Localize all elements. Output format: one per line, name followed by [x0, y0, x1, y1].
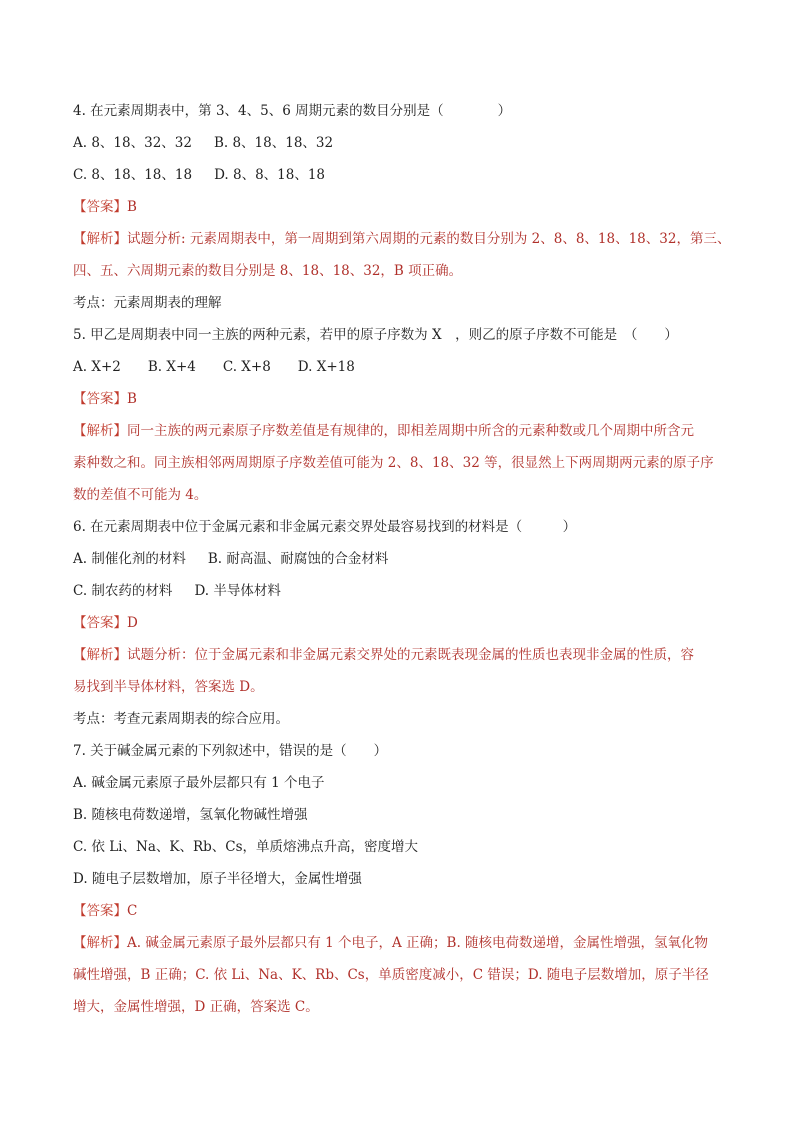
q4-analysis-text: 四、五、六周期元素的数目分别是 — [73, 263, 280, 279]
q5-analysis-line3: 数的差值不可能为 4。 — [73, 487, 208, 503]
q4-analysis-nums: 2、8、8、18、18、32 — [531, 231, 677, 247]
q7-answer-tag: 【答案】 — [73, 903, 127, 919]
q4-answer-tag: 【答案】 — [73, 199, 127, 215]
q4-analysis-tag: 【解析】 — [73, 231, 127, 247]
q5-analysis-text: 同一主族的两元素原子序数差值是有规律的，即相差周期中所含的元素种数或几个周期中所含元 — [127, 423, 694, 439]
q6-analysis-line2: 易找到半导体材料，答案选 D。 — [73, 679, 264, 695]
q4-answer — [73, 197, 137, 217]
q4-analysis-text: 试题分析: 元素周期表中，第一周期到第六周期的元素的数目分别为 — [127, 231, 532, 247]
q4-stem: 4. 在元素周期表中，第 3、4、5、6 周期元素的数目分别是（ ） — [73, 103, 512, 119]
q6-analysis-line1 — [73, 645, 694, 665]
q4-options-row2 — [73, 165, 325, 185]
q4-option-c: C. 8、18、18、18 — [73, 167, 193, 183]
q5-analysis-line2: 素种数之和。同主族相邻两周期原子序数差值可能为 2、8、18、32 等，很显然上下两周期两元素的原子序 — [73, 455, 714, 471]
q6-answer — [73, 613, 138, 633]
q5-answer-tag: 【答案】 — [73, 391, 127, 407]
q7-option-d: D. 随电子层数增加，原子半径增大，金属性增强 — [73, 871, 362, 887]
q6-option-b: B. 耐高温、耐腐蚀的合金材料 — [207, 551, 389, 567]
q4-options-row1 — [73, 133, 333, 153]
q6-stem: 6. 在元素周期表中位于金属元素和非金属元素交界处最容易找到的材料是（ ） — [73, 519, 577, 535]
q7-answer-value: C — [127, 903, 138, 919]
q5-analysis-line1 — [73, 421, 694, 441]
q6-analysis-tag: 【解析】 — [73, 647, 127, 663]
q7-option-c: C. 依 Li、Na、K、Rb、Cs，单质熔沸点升高，密度增大 — [73, 839, 419, 855]
q4-answer-value: B — [127, 199, 137, 215]
q6-analysis-text: 试题分析：位于金属元素和非金属元素交界处的元素既表现金属的性质也表现非金属的性质，容 — [127, 647, 694, 663]
q6-answer-value: D — [127, 615, 138, 631]
q4-option-b: B. 8、18、18、32 — [213, 135, 334, 151]
q6-kaodian: 考点：考查元素周期表的综合应用。 — [73, 711, 289, 727]
q4-analysis-text: ，B 项正确。 — [380, 263, 463, 279]
q7-option-a: A. 碱金属元素原子最外层都只有 1 个电子 — [73, 775, 325, 791]
q5-stem: 5. 甲乙是周期表中同一主族的两种元素，若甲的原子序数为 X ，则乙的原子序数不可能是 （ ） — [73, 327, 678, 343]
q6-option-d: D. 半导体材料 — [194, 583, 281, 599]
q5-analysis-tag: 【解析】 — [73, 423, 127, 439]
q4-analysis-line1 — [73, 229, 730, 249]
q6-option-a: A. 制催化剂的材料 — [73, 551, 186, 567]
q7-analysis-line3: 增大，金属性增强，D 正确，答案选 C。 — [73, 999, 319, 1015]
q7-analysis-line1 — [73, 933, 708, 953]
q7-option-b: B. 随核电荷数递增，氢氧化物碱性增强 — [73, 807, 308, 823]
q6-answer-tag: 【答案】 — [73, 615, 127, 631]
q4-analysis-text: ，第三、 — [676, 231, 731, 247]
q6-options-row2 — [73, 581, 281, 601]
q4-analysis-nums: 8、18、18、32 — [279, 263, 381, 279]
q6-options-row1 — [73, 549, 388, 569]
q4-option-d: D. 8、8、18、18 — [214, 167, 326, 183]
q6-option-c: C. 制农药的材料 — [73, 583, 173, 599]
q7-analysis-text: A. 碱金属元素原子最外层都只有 1 个电子，A 正确；B. 随核电荷数递增，金属性增强，氢氧化物 — [127, 935, 709, 951]
q7-analysis-tag: 【解析】 — [73, 935, 127, 951]
q7-answer — [73, 901, 137, 921]
q4-option-a: A. 8、18、32、32 — [73, 135, 192, 151]
q5-answer — [73, 389, 137, 409]
q7-analysis-line2: 碱性增强，B 正确；C. 依 Li、Na、K、Rb、Cs，单质密度减小，C 错误；D. 随电子层数增加，原子半径 — [73, 967, 709, 983]
q4-analysis-line2 — [73, 261, 462, 281]
q5-answer-value: B — [127, 391, 137, 407]
q7-stem: 7. 关于碱金属元素的下列叙述中，错误的是（ ） — [73, 743, 388, 759]
q4-kaodian: 考点：元素周期表的理解 — [73, 295, 222, 311]
q5-options: A. X+2 B. X+4 C. X+8 D. X+18 — [73, 359, 355, 375]
